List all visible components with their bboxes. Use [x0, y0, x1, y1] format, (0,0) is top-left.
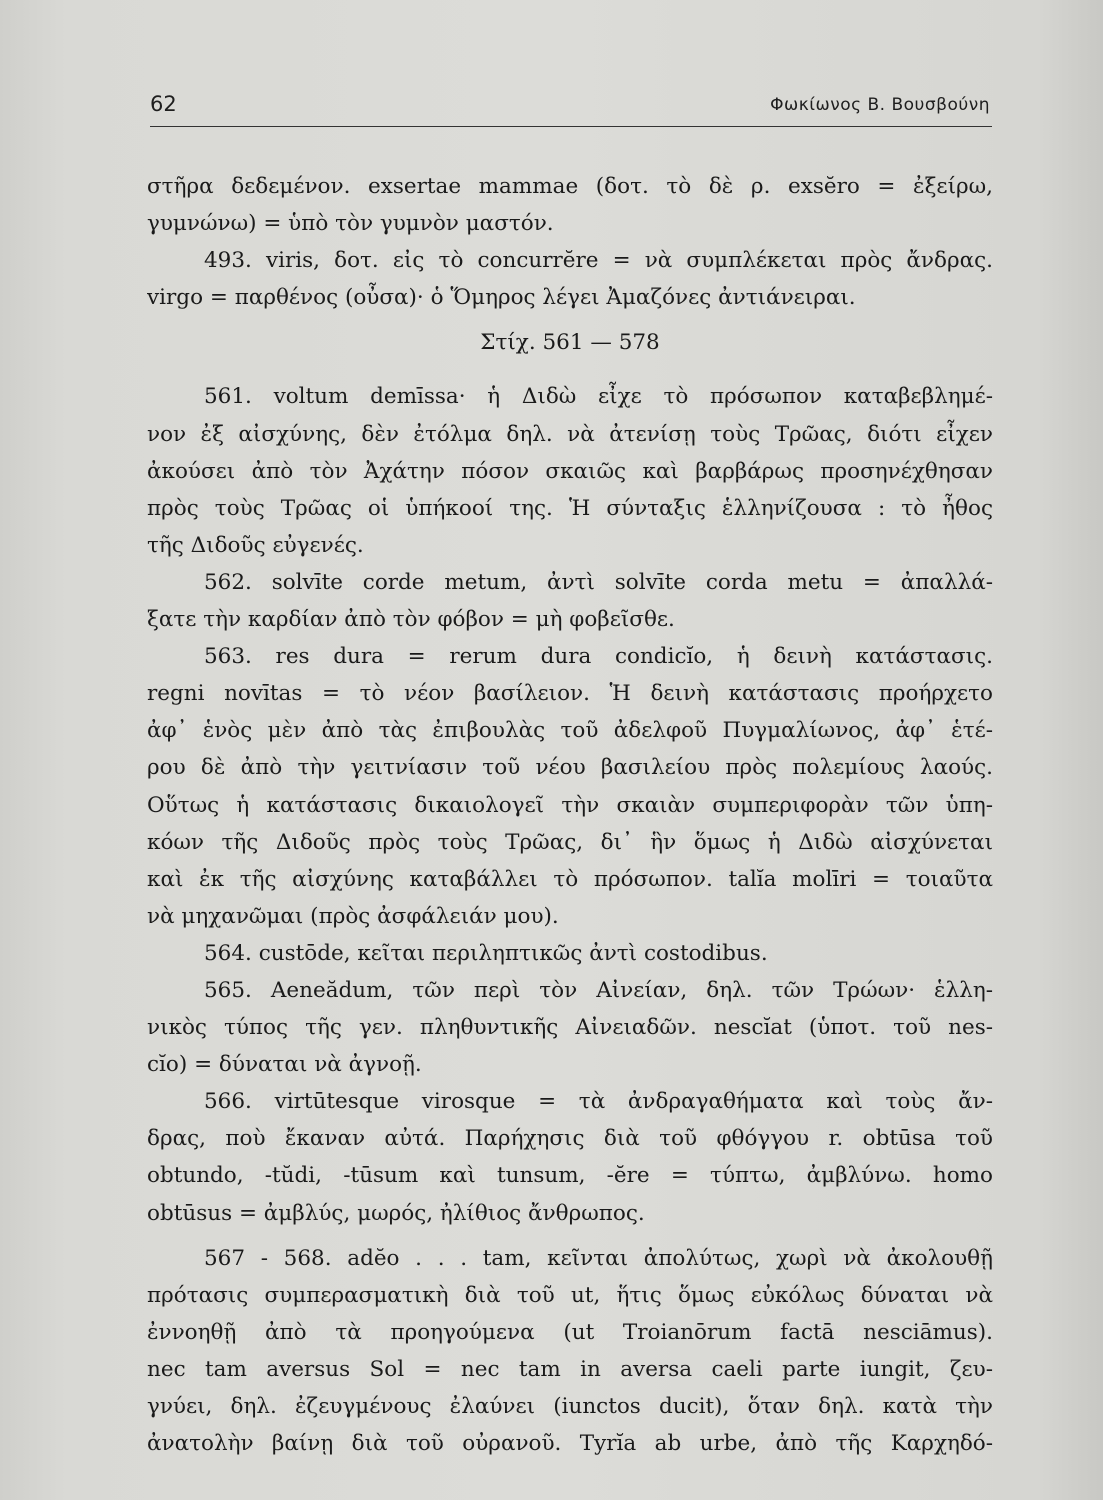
- text-line: ρου δὲ ἀπὸ τὴν γειτνίασιν τοῦ νέου βασιλείου πρὸς πολεμίους λαούς.: [147, 755, 993, 781]
- text-line: 493. viris, δοτ. εἰς τὸ concurrĕre = νὰ συμπλέκεται πρὸς ἄνδρας.: [204, 248, 993, 274]
- text-line: 567 - 568. adĕo . . . tam, κεῖνται ἀπολύτως, χωρὶ νὰ ἀκολουθῇ: [204, 1245, 993, 1271]
- text-line: regni novītas = τὸ νέον βασίλειον. Ἡ δεινὴ κατάστασις προήρχετο: [147, 681, 993, 707]
- text-line: ἀνατολὴν βαίνῃ διὰ τοῦ οὐρανοῦ. Tyrĭa ab urbe, ἀπὸ τῆς Καρχηδό-: [147, 1431, 993, 1457]
- spacer: [147, 1232, 993, 1240]
- page-header: [150, 92, 992, 127]
- text-line: ἀφ᾿ ἑνὸς μὲν ἀπὸ τὰς ἐπιβουλὰς τοῦ ἀδελφοῦ Πυγμαλίωνος, ἀφ᾿ ἑτέ-: [147, 718, 993, 744]
- text-line: ἀκούσει ἀπὸ τὸν Ἀχάτην πόσον σκαιῶς καὶ βαρβάρως προσηνέχθησαν: [147, 458, 993, 484]
- text-line: cĭo) = δύναται νὰ ἀγνοῇ.: [147, 1052, 422, 1078]
- text-line: Οὕτως ἡ κατάστασις δικαιολογεῖ τὴν σκαιὰν συμπεριφορὰν τῶν ὑπη-: [147, 792, 993, 818]
- text-line: γυμνώνω) = ὑπὸ τὸν γυμνὸν μαστόν.: [147, 211, 554, 237]
- text-line: κόων τῆς Διδοῦς πρὸς τοὺς Τρῶας, δι᾿ ἣν ὅμως ἡ Διδὼ αἰσχύνεται: [147, 829, 993, 855]
- text-line: ἐννοηθῇ ἀπὸ τὰ προηγούμενα (ut Troianōrum factā nesciāmus).: [147, 1319, 993, 1345]
- page-number: 62: [150, 92, 177, 116]
- text-line: καὶ ἐκ τῆς αἰσχύνης καταβάλλει τὸ πρόσωπον. talĭa molīri = τοιαῦτα: [147, 866, 993, 892]
- text-line: στῆρα δεδεμένον. exsertae mammae (δοτ. τὸ δὲ ρ. exsĕro = ἐξείρω,: [147, 174, 993, 199]
- text-line: νον ἐξ αἰσχύνης, δὲν ἐτόλμα δηλ. νὰ ἀτενίσῃ τοὺς Τρῶας, διότι εἶχεν: [147, 421, 993, 447]
- spacer: [147, 361, 993, 378]
- text-line: νικὸς τύπος τῆς γεν. πληθυντικῆς Αἰνειαδῶν. nescĭat (ὑποτ. τοῦ nes-: [147, 1015, 993, 1041]
- spacer: [147, 316, 993, 324]
- text-line: 566. virtūtesque virosque = τὰ ἀνδραγαθήματα καὶ τοὺς ἄν-: [204, 1089, 993, 1115]
- commentary-text: [147, 168, 993, 1462]
- text-line: πρότασις συμπερασματικὴ διὰ τοῦ ut, ἥτις ὅμως εὐκόλως δύναται νὰ: [147, 1282, 993, 1308]
- text-line: δρας, ποὺ ἔκαναν αὐτά. Παρήχησις διὰ τοῦ φθόγγου r. obtūsa τοῦ: [147, 1126, 993, 1152]
- text-line: obtundo, -tŭdi, -tūsum καὶ tunsum, -ĕre = τύπτω, ἀμβλύνω. homo: [147, 1163, 993, 1189]
- text-line: virgo = παρθένος (οὖσα)· ὁ Ὅμηρος λέγει Ἀμαζόνες ἀντιάνειραι.: [147, 285, 856, 311]
- text-line: τῆς Διδοῦς εὐγενές.: [147, 532, 364, 558]
- running-head: Φωκίωνος Β. Βουσβούνη: [770, 95, 990, 115]
- section-heading: Στίχ. 561 — 578: [480, 330, 660, 356]
- text-line: ξατε τὴν καρδίαν ἀπὸ τὸν φόβον = μὴ φοβεῖσθε.: [147, 607, 675, 633]
- text-line: nec tam aversus Sol = nec tam in aversa caeli parte iungit, ζευ-: [147, 1356, 993, 1382]
- text-line: 562. solvīte corde metum, ἀντὶ solvīte corda metu = ἀπαλλά-: [204, 569, 993, 595]
- text-line: 565. Aeneădum, τῶν περὶ τὸν Αἰνείαν, δηλ. τῶν Τρώων· ἑλλη-: [204, 977, 993, 1003]
- text-line: πρὸς τοὺς Τρῶας οἱ ὑπήκοοί της. Ἡ σύνταξις ἑλληνίζουσα : τὸ ἦθος: [147, 495, 993, 521]
- text-line: 561. voltum demīssa· ἡ Διδὼ εἶχε τὸ πρόσωπον καταβεβλημέ-: [204, 384, 993, 410]
- text-line: γνύει, δηλ. ἐζευγμένους ἐλαύνει (iunctos ducit), ὅταν δηλ. κατὰ τὴν: [147, 1394, 993, 1419]
- text-line: 563. res dura = rerum dura condicĭo, ἡ δεινὴ κατάστασις.: [204, 644, 993, 670]
- text-line: νὰ μηχανῶμαι (πρὸς ἀσφάλειάν μου).: [147, 903, 559, 929]
- text-line: obtūsus = ἀμβλύς, μωρός, ἠλίθιος ἄνθρωπος.: [147, 1200, 645, 1226]
- text-line: 564. custōde, κεῖται περιληπτικῶς ἀντὶ costodibus.: [204, 940, 768, 966]
